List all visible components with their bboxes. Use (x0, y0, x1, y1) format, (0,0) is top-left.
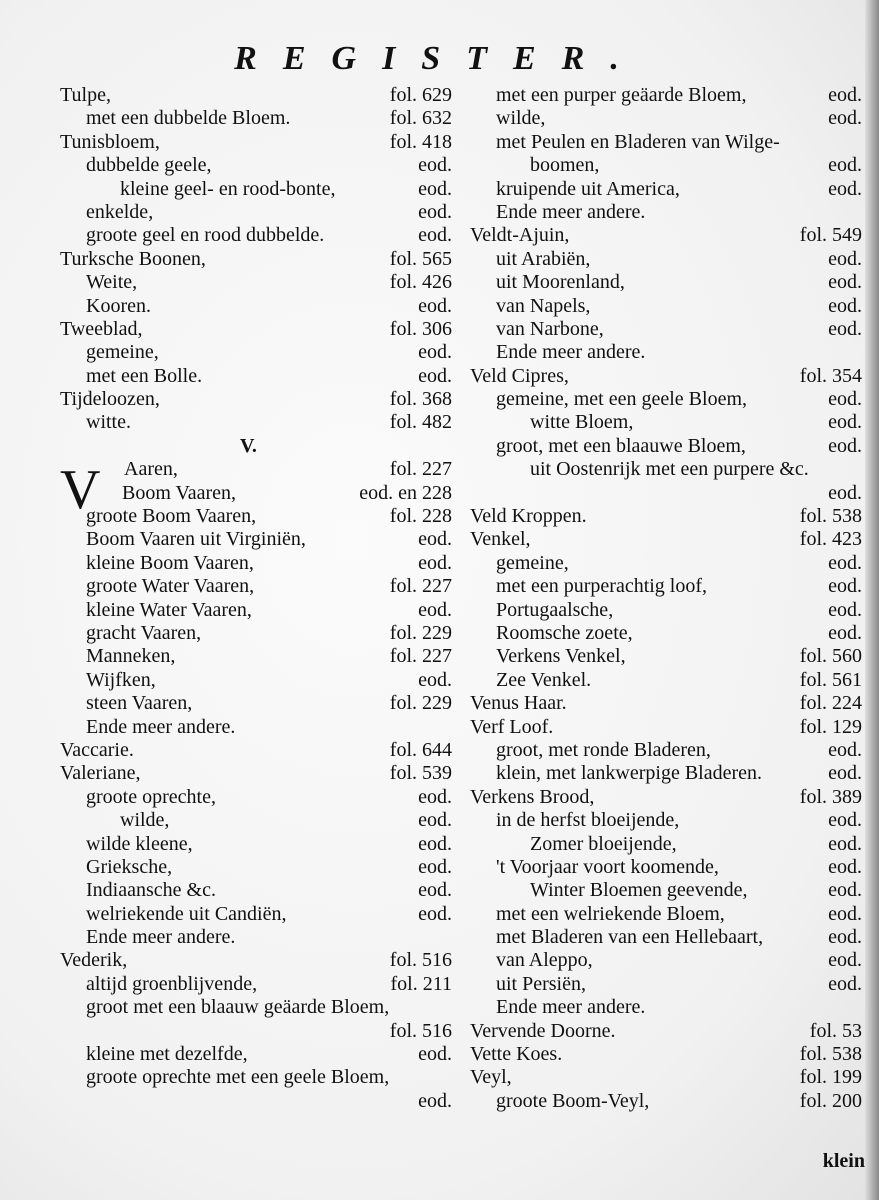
entry-folio: eod. (828, 294, 862, 317)
register-entry (470, 669, 862, 692)
entry-folio: fol. 224 (799, 692, 862, 715)
register-entry (60, 833, 452, 856)
entry-term: van Narbone, (496, 317, 604, 340)
entry-term: Boom Vaaren, (122, 481, 237, 504)
register-entry (60, 996, 452, 1019)
register-entry (60, 692, 452, 715)
entry-folio: fol. 423 (799, 528, 862, 551)
register-entry (470, 645, 862, 668)
register-entry (60, 178, 452, 201)
entry-term: Turksche Boonen, (60, 247, 206, 270)
entry-term: V. (240, 434, 257, 457)
entry-folio: eod. (828, 551, 862, 574)
entry-term: Ende meer andere. (496, 341, 646, 364)
register-entry (60, 341, 452, 364)
entry-folio: fol. 482 (389, 411, 452, 434)
entry-term: groote oprechte met een geele Bloem, (86, 1066, 390, 1089)
entry-term: Ende meer andere. (496, 200, 646, 223)
entry-folio: eod. (418, 177, 452, 200)
entry-folio: fol. 538 (799, 1043, 862, 1066)
register-entry (470, 833, 862, 856)
entry-term: Verkens Brood, (470, 785, 595, 808)
register-entry (470, 622, 862, 645)
page-title: REGISTER. (234, 40, 645, 77)
register-entry (470, 154, 862, 177)
register-entry (470, 435, 862, 458)
register-entry (60, 856, 452, 879)
register-entry (60, 1090, 452, 1113)
register-entry (60, 809, 452, 832)
register-entry (470, 786, 862, 809)
entry-term: groote Water Vaaren, (86, 575, 255, 598)
entry-term: uit Persiën, (496, 972, 586, 995)
entry-folio: fol. 229 (389, 621, 452, 644)
entry-term: dubbelde geele, (86, 154, 212, 177)
register-entry (60, 645, 452, 668)
catchword: klein (822, 1150, 865, 1172)
entry-term: gemeine, met een geele Bloem, (496, 388, 748, 411)
register-entry (470, 178, 862, 201)
register-entry (470, 295, 862, 318)
entry-folio: eod. (828, 762, 862, 785)
register-entry (60, 201, 452, 224)
entry-folio: fol. 200 (799, 1089, 862, 1112)
register-entry (60, 669, 452, 692)
entry-term: Grieksche, (86, 855, 173, 878)
register-entry (60, 599, 452, 622)
entry-term: uit Oostenrijk met een purpere &c. (530, 458, 809, 481)
entry-folio: eod. (828, 832, 862, 855)
entry-term: groote Boom Vaaren, (86, 505, 257, 528)
entry-folio: fol. 354 (799, 364, 862, 387)
page-edge-shadow (865, 0, 879, 1200)
entry-folio: eod. (828, 949, 862, 972)
entry-folio: fol. 561 (799, 668, 862, 691)
register-entry (60, 458, 452, 481)
register-entry (60, 786, 452, 809)
entry-folio: fol. 549 (799, 224, 862, 247)
register-entry (470, 505, 862, 528)
entry-term: Vederik, (60, 949, 128, 972)
register-entry (470, 575, 862, 598)
entry-term: 't Voorjaar voort koomende, (496, 855, 719, 878)
entry-folio: eod. (418, 598, 452, 621)
entry-term: Winter Bloemen geevende, (530, 879, 748, 902)
entry-folio: fol. 565 (389, 247, 452, 270)
entry-folio: fol. 229 (389, 692, 452, 715)
register-entry (470, 762, 862, 785)
entry-folio: fol. 516 (389, 949, 452, 972)
entry-term: Ende meer andere. (86, 926, 236, 949)
entry-term: met een welriekende Bloem, (496, 902, 725, 925)
entry-folio: eod. (418, 668, 452, 691)
entry-term: Weite, (86, 271, 138, 294)
register-entry (60, 295, 452, 318)
entry-folio: eod. (828, 481, 862, 504)
entry-term: Wijfken, (86, 668, 156, 691)
entry-folio: fol. 227 (389, 645, 452, 668)
entry-folio: eod. (828, 972, 862, 995)
register-entry (470, 482, 862, 505)
entry-term: Boom Vaaren uit Virginiën, (86, 528, 306, 551)
entry-term: witte Bloem, (530, 411, 634, 434)
entry-term: kleine Water Vaaren, (86, 598, 252, 621)
entry-term: Verkens Venkel, (496, 645, 626, 668)
left-column (60, 84, 452, 1113)
drop-cap-initial: V (60, 459, 101, 521)
register-entry (60, 482, 452, 505)
entry-term: Aaren, (124, 458, 178, 481)
entry-folio: eod. (828, 84, 862, 106)
register-entry (60, 411, 452, 434)
register-entry (470, 411, 862, 434)
entry-folio: fol. 306 (389, 317, 452, 340)
entry-folio: eod. (418, 528, 452, 551)
entry-term: Tunisbloem, (60, 130, 160, 153)
register-entry (60, 762, 452, 785)
entry-folio: eod. (828, 621, 862, 644)
register-entry (470, 107, 862, 130)
register-entry (470, 716, 862, 739)
entry-term: Roomsche zoete, (496, 621, 633, 644)
entry-folio: fol. 227 (389, 575, 452, 598)
entry-term: Ende meer andere. (86, 715, 236, 738)
entry-folio: fol. 199 (799, 1066, 862, 1089)
entry-term: kleine met dezelfde, (86, 1043, 248, 1066)
entry-term: Venus Haar. (470, 692, 567, 715)
entry-term: Indiaansche &c. (86, 879, 216, 902)
entry-term: Veld Kroppen. (470, 505, 587, 528)
entry-folio: eod. (418, 200, 452, 223)
entry-folio: eod. (828, 434, 862, 457)
register-entry (470, 341, 862, 364)
register-entry (470, 528, 862, 551)
register-entry (470, 903, 862, 926)
entry-term: groot, met een blaauwe Bloem, (496, 434, 746, 457)
entry-term: Valeriane, (60, 762, 141, 785)
entry-term: van Napels, (496, 294, 591, 317)
entry-folio: fol. 368 (389, 388, 452, 411)
entry-folio: fol. 211 (390, 972, 452, 995)
register-entry (60, 1020, 452, 1043)
register-entry (470, 1043, 862, 1066)
entry-term: welriekende uit Candiën, (86, 902, 287, 925)
entry-term: met een dubbelde Bloem. (86, 107, 291, 130)
entry-folio: eod. (828, 388, 862, 411)
register-entry (470, 692, 862, 715)
register-entry (470, 318, 862, 341)
entry-term: altijd groenblijvende, (86, 972, 258, 995)
entry-folio: fol. 644 (389, 738, 452, 761)
register-entry (60, 879, 452, 902)
entry-folio: fol. 426 (389, 271, 452, 294)
entry-term: wilde, (120, 809, 170, 832)
register-entry (60, 949, 452, 972)
register-entry (470, 84, 862, 107)
entry-folio: eod. (828, 271, 862, 294)
entry-folio: fol. 228 (389, 505, 452, 528)
entry-folio: fol. 227 (389, 458, 452, 481)
section-heading (60, 435, 452, 458)
entry-folio: eod. (828, 809, 862, 832)
entry-term: Tijdeloozen, (60, 388, 160, 411)
entry-term: steen Vaaren, (86, 692, 193, 715)
entry-folio: eod. (418, 341, 452, 364)
entry-folio: eod. (828, 598, 862, 621)
entry-folio: eod. en 228 (359, 481, 452, 504)
entry-folio: eod. (418, 224, 452, 247)
entry-term: gemeine, (86, 341, 159, 364)
register-entry (60, 528, 452, 551)
register-entry (60, 1066, 452, 1089)
entry-term: klein, met lankwerpige Bladeren. (496, 762, 763, 785)
entry-folio: eod. (418, 1043, 452, 1066)
register-entry (470, 1090, 862, 1113)
entry-folio: eod. (828, 575, 862, 598)
entry-term: Ende meer andere. (496, 996, 646, 1019)
entry-term: Manneken, (86, 645, 176, 668)
entry-term: Verf Loof. (470, 715, 554, 738)
entry-term: uit Arabiën, (496, 247, 591, 270)
register-entry (470, 131, 862, 154)
entry-folio: eod. (828, 411, 862, 434)
entry-term: witte. (86, 411, 131, 434)
entry-term: Venkel, (470, 528, 531, 551)
entry-term: groot met een blaauw geäarde Bloem, (86, 996, 390, 1019)
entry-folio: eod. (418, 154, 452, 177)
register-entry (60, 388, 452, 411)
entry-term: wilde, (496, 107, 546, 130)
entry-term: met een purperachtig loof, (496, 575, 708, 598)
entry-folio: fol. 539 (389, 762, 452, 785)
register-entry (60, 575, 452, 598)
entry-folio: eod. (418, 855, 452, 878)
register-entry (470, 365, 862, 388)
entry-folio: fol. 53 (809, 1019, 862, 1042)
entry-term: groote geel en rood dubbelde. (86, 224, 325, 247)
entry-folio: eod. (418, 551, 452, 574)
entry-folio: fol. 389 (799, 785, 862, 808)
entry-folio: fol. 516 (389, 1019, 452, 1042)
entry-folio: fol. 560 (799, 645, 862, 668)
entry-folio: eod. (828, 926, 862, 949)
entry-term: Veld Cipres, (470, 364, 569, 387)
entry-term: met Bladeren van een Hellebaart, (496, 926, 764, 949)
entry-folio: eod. (828, 738, 862, 761)
entry-folio: eod. (418, 832, 452, 855)
register-entry (60, 318, 452, 341)
entry-term: Tulpe, (60, 84, 111, 106)
entry-term: Tweeblad, (60, 317, 143, 340)
register-entry (470, 458, 862, 481)
entry-term: met een purper geäarde Bloem, (496, 84, 747, 106)
register-entry (60, 271, 452, 294)
entry-term: Portugaalsche, (496, 598, 614, 621)
entry-term: Zomer bloeijende, (530, 832, 677, 855)
entry-term: groot, met ronde Bladeren, (496, 738, 711, 761)
entry-term: uit Moorenland, (496, 271, 625, 294)
entry-term: kleine geel- en rood-bonte, (120, 177, 336, 200)
register-entry (470, 809, 862, 832)
entry-term: Vervende Doorne. (470, 1019, 616, 1042)
entry-folio: eod. (828, 902, 862, 925)
entry-folio: eod. (828, 855, 862, 878)
register-entry (60, 131, 452, 154)
entry-folio: eod. (828, 247, 862, 270)
entry-term: met Peulen en Bladeren van Wilge- (496, 130, 780, 153)
entry-term: Vette Koes. (470, 1043, 563, 1066)
entry-folio: eod. (828, 154, 862, 177)
register-entry (60, 365, 452, 388)
register-entry (470, 599, 862, 622)
register-entry (470, 224, 862, 247)
entry-term: groote oprechte, (86, 785, 216, 808)
entry-folio: eod. (828, 177, 862, 200)
register-entry (470, 996, 862, 1019)
right-column (470, 84, 862, 1113)
entry-folio: eod. (418, 364, 452, 387)
entry-term: gemeine, (496, 551, 569, 574)
entry-folio: fol. 632 (389, 107, 452, 130)
register-entry (60, 973, 452, 996)
register-entry (470, 271, 862, 294)
entry-term: Kooren. (86, 294, 151, 317)
register-entry (470, 248, 862, 271)
entry-term: enkelde, (86, 200, 154, 223)
entry-term: boomen, (530, 154, 600, 177)
entry-folio: fol. 418 (389, 130, 452, 153)
register-entry (60, 107, 452, 130)
entry-term: kruipende uit America, (496, 177, 680, 200)
entry-folio: fol. 629 (389, 84, 452, 106)
register-entry (60, 84, 452, 107)
entry-folio: eod. (418, 809, 452, 832)
entry-folio: eod. (828, 317, 862, 340)
register-entry (60, 716, 452, 739)
register-entry (60, 505, 452, 528)
register-entry (60, 622, 452, 645)
register-entry (60, 224, 452, 247)
entry-term: wilde kleene, (86, 832, 193, 855)
register-entry (470, 856, 862, 879)
register-entry (470, 949, 862, 972)
register-entry (60, 248, 452, 271)
register-entry (470, 201, 862, 224)
register-entry (470, 388, 862, 411)
register-entry (60, 739, 452, 762)
entry-term: Vaccarie. (60, 738, 134, 761)
register-entry (470, 552, 862, 575)
register-entry (470, 926, 862, 949)
entry-term: met een Bolle. (86, 364, 203, 387)
entry-term: Zee Venkel. (496, 668, 592, 691)
register-entry (470, 879, 862, 902)
register-entry (470, 739, 862, 762)
entry-term: groote Boom-Veyl, (496, 1089, 650, 1112)
entry-folio: eod. (418, 1089, 452, 1112)
entry-term: gracht Vaaren, (86, 621, 202, 644)
register-entry (60, 552, 452, 575)
entry-folio: eod. (828, 107, 862, 130)
entry-folio: eod. (418, 785, 452, 808)
entry-folio: fol. 538 (799, 505, 862, 528)
register-entry (60, 154, 452, 177)
entry-term: Veldt-Ajuin, (470, 224, 570, 247)
entry-folio: eod. (418, 902, 452, 925)
entry-folio: eod. (418, 294, 452, 317)
entry-term: kleine Boom Vaaren, (86, 551, 254, 574)
register-entry (60, 926, 452, 949)
register-entry (470, 973, 862, 996)
entry-term: Veyl, (470, 1066, 512, 1089)
entry-term: van Aleppo, (496, 949, 593, 972)
entry-term: in de herfst bloeijende, (496, 809, 680, 832)
entry-folio: eod. (828, 879, 862, 902)
register-entry (60, 1043, 452, 1066)
entry-folio: fol. 129 (799, 715, 862, 738)
register-entry (470, 1066, 862, 1089)
entry-folio: eod. (418, 879, 452, 902)
register-entry (60, 903, 452, 926)
register-entry (470, 1020, 862, 1043)
